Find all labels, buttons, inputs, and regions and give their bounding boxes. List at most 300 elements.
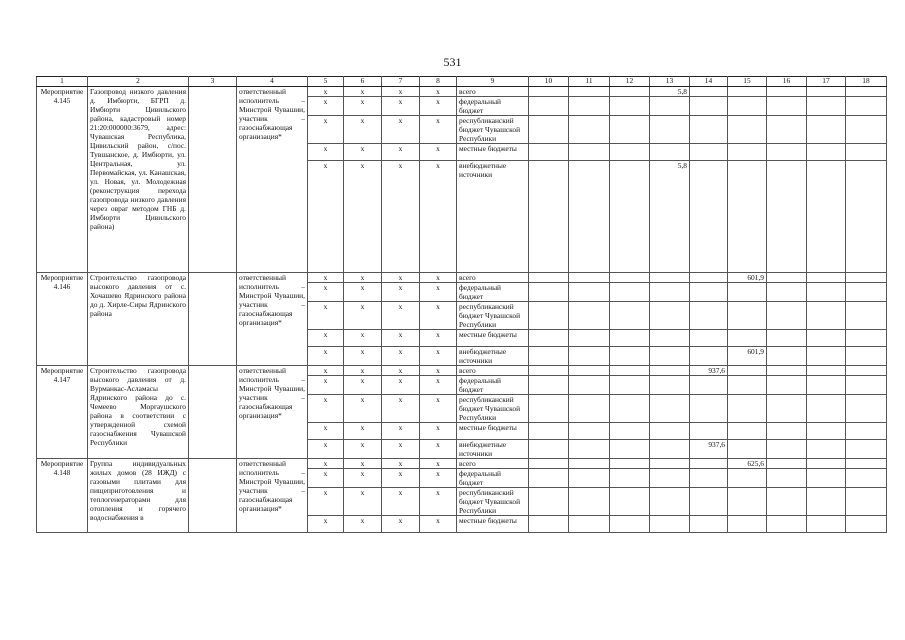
empty-cell <box>529 302 569 330</box>
empty-cell <box>690 116 728 144</box>
empty-cell <box>690 459 728 469</box>
empty-cell <box>846 161 887 273</box>
empty-cell <box>529 440 569 459</box>
x-mark: x <box>382 376 420 395</box>
x-mark: x <box>344 97 382 116</box>
empty-cell <box>569 469 610 488</box>
empty-cell <box>728 87 767 97</box>
empty-cell <box>846 488 887 516</box>
empty-cell <box>846 395 887 423</box>
x-mark: x <box>344 516 382 533</box>
x-mark: x <box>420 347 457 366</box>
funding-source: местные бюджеты <box>457 330 529 347</box>
x-mark: x <box>382 516 420 533</box>
empty-cell <box>728 440 767 459</box>
x-mark: x <box>420 459 457 469</box>
x-mark: x <box>382 330 420 347</box>
empty-cell <box>569 376 610 395</box>
empty-cell <box>846 273 887 283</box>
x-mark: x <box>344 144 382 161</box>
empty-cell <box>189 459 237 533</box>
x-mark: x <box>308 87 344 97</box>
funding-source: всего <box>457 459 529 469</box>
x-mark: x <box>344 395 382 423</box>
empty-cell <box>807 516 846 533</box>
amount-value: 5,8 <box>650 87 690 97</box>
x-mark: x <box>382 347 420 366</box>
empty-cell <box>529 97 569 116</box>
empty-cell <box>189 366 237 459</box>
x-mark: x <box>382 459 420 469</box>
empty-cell <box>690 273 728 283</box>
x-mark: x <box>344 273 382 283</box>
empty-cell <box>846 144 887 161</box>
program-table <box>36 76 887 533</box>
empty-cell <box>690 97 728 116</box>
empty-cell <box>728 97 767 116</box>
empty-cell <box>529 116 569 144</box>
amount-value: 937,6 <box>690 366 728 376</box>
x-mark: x <box>420 440 457 459</box>
empty-cell <box>569 161 610 273</box>
empty-cell <box>767 347 807 366</box>
empty-cell <box>767 459 807 469</box>
x-mark: x <box>382 116 420 144</box>
measure-name: Газопровод низкого давления д. Имбюрти, БГРП д. Имбюрти Цивильского района, кадастровый номер 21:20:000000:3679, адрес: Чувашская Республика, Цивильский район, с/пос. Тувшанское, д. Имбюрти, ул. Центральная, ул. Первомайская, ул. Канашская, ул. Новая, ул. Молодежная (реконструкция перехода газопровода низкого давления через овраг методом ГНБ д. Имбюрти Цивильского района) <box>88 87 189 273</box>
x-mark: x <box>344 302 382 330</box>
x-mark: x <box>308 116 344 144</box>
x-mark: x <box>382 488 420 516</box>
x-mark: x <box>382 423 420 440</box>
empty-cell <box>728 116 767 144</box>
empty-cell <box>569 347 610 366</box>
empty-cell <box>690 395 728 423</box>
empty-cell <box>728 516 767 533</box>
x-mark: x <box>308 366 344 376</box>
empty-cell <box>569 366 610 376</box>
funding-source: федеральный бюджет <box>457 469 529 488</box>
empty-cell <box>846 376 887 395</box>
empty-cell <box>807 440 846 459</box>
empty-cell <box>529 330 569 347</box>
x-mark: x <box>344 488 382 516</box>
empty-cell <box>529 87 569 97</box>
empty-cell <box>767 440 807 459</box>
table-body <box>37 87 887 533</box>
column-header: 16 <box>767 77 807 87</box>
empty-cell <box>846 87 887 97</box>
x-mark: x <box>420 423 457 440</box>
column-header: 2 <box>88 77 189 87</box>
empty-cell <box>650 116 690 144</box>
empty-cell <box>529 347 569 366</box>
measure-id: Мероприятие 4.146 <box>37 273 88 366</box>
empty-cell <box>529 161 569 273</box>
x-mark: x <box>420 330 457 347</box>
empty-cell <box>650 97 690 116</box>
empty-cell <box>610 116 650 144</box>
x-mark: x <box>382 144 420 161</box>
empty-cell <box>690 161 728 273</box>
empty-cell <box>690 302 728 330</box>
empty-cell <box>569 273 610 283</box>
empty-cell <box>610 469 650 488</box>
empty-cell <box>610 488 650 516</box>
empty-cell <box>846 97 887 116</box>
empty-cell <box>650 273 690 283</box>
x-mark: x <box>308 459 344 469</box>
funding-source: всего <box>457 366 529 376</box>
empty-cell <box>807 395 846 423</box>
empty-cell <box>767 488 807 516</box>
empty-cell <box>610 87 650 97</box>
x-mark: x <box>420 273 457 283</box>
x-mark: x <box>382 87 420 97</box>
empty-cell <box>728 161 767 273</box>
empty-cell <box>569 330 610 347</box>
x-mark: x <box>420 144 457 161</box>
x-mark: x <box>420 488 457 516</box>
empty-cell <box>767 395 807 423</box>
empty-cell <box>807 273 846 283</box>
empty-cell <box>569 516 610 533</box>
empty-cell <box>610 97 650 116</box>
empty-cell <box>846 347 887 366</box>
funding-source: всего <box>457 273 529 283</box>
empty-cell <box>569 302 610 330</box>
empty-cell <box>690 488 728 516</box>
empty-cell <box>846 330 887 347</box>
x-mark: x <box>420 97 457 116</box>
x-mark: x <box>420 516 457 533</box>
x-mark: x <box>382 366 420 376</box>
funding-source: федеральный бюджет <box>457 376 529 395</box>
empty-cell <box>846 469 887 488</box>
x-mark: x <box>382 161 420 273</box>
column-header: 15 <box>728 77 767 87</box>
responsible-executor: ответственный исполнитель – Минстрой Чувашии, участник – газоснабжающая организация* <box>237 87 308 273</box>
measure-name: Группа индивидуальных жилых домов (28 ИЖД) с газовыми плитами для пищеприготовления и теплогенераторами для отопления и горячего водоснабжения в <box>88 459 189 533</box>
empty-cell <box>690 283 728 302</box>
x-mark: x <box>382 273 420 283</box>
empty-cell <box>610 302 650 330</box>
column-header: 13 <box>650 77 690 87</box>
x-mark: x <box>344 469 382 488</box>
x-mark: x <box>420 366 457 376</box>
empty-cell <box>728 302 767 330</box>
empty-cell <box>846 283 887 302</box>
empty-cell <box>690 516 728 533</box>
x-mark: x <box>344 459 382 469</box>
x-mark: x <box>344 161 382 273</box>
empty-cell <box>807 459 846 469</box>
empty-cell <box>767 302 807 330</box>
empty-cell <box>610 347 650 366</box>
x-mark: x <box>420 87 457 97</box>
column-header: 8 <box>420 77 457 87</box>
responsible-executor: ответственный исполнитель – Минстрой Чувашии, участник – газоснабжающая организация* <box>237 459 308 533</box>
empty-cell <box>569 488 610 516</box>
x-mark: x <box>308 97 344 116</box>
empty-cell <box>807 144 846 161</box>
empty-cell <box>690 144 728 161</box>
empty-cell <box>767 273 807 283</box>
x-mark: x <box>308 144 344 161</box>
empty-cell <box>846 423 887 440</box>
x-mark: x <box>344 347 382 366</box>
empty-cell <box>728 376 767 395</box>
empty-cell <box>807 116 846 144</box>
empty-cell <box>767 116 807 144</box>
x-mark: x <box>308 488 344 516</box>
empty-cell <box>767 97 807 116</box>
funding-source: республиканский бюджет Чувашской Республики <box>457 395 529 423</box>
column-header: 6 <box>344 77 382 87</box>
empty-cell <box>650 366 690 376</box>
empty-cell <box>610 330 650 347</box>
empty-cell <box>690 87 728 97</box>
funding-source: внебюджетные источники <box>457 440 529 459</box>
responsible-executor: ответственный исполнитель – Минстрой Чувашии, участник – газоснабжающая организация* <box>237 366 308 459</box>
empty-cell <box>610 161 650 273</box>
measure-name: Строительство газопровода высокого давления от д. Вурманкас-Асламасы Ядринского района до с. Чемеево Моргаушского района в соответствии с утвержденной схемой газоснабжения Чувашской Республики <box>88 366 189 459</box>
empty-cell <box>690 423 728 440</box>
empty-cell <box>529 144 569 161</box>
funding-source: республиканский бюджет Чувашской Республики <box>457 302 529 330</box>
x-mark: x <box>308 469 344 488</box>
empty-cell <box>846 440 887 459</box>
empty-cell <box>569 423 610 440</box>
x-mark: x <box>308 440 344 459</box>
column-header: 3 <box>189 77 237 87</box>
empty-cell <box>529 395 569 423</box>
x-mark: x <box>420 376 457 395</box>
empty-cell <box>728 330 767 347</box>
empty-cell <box>807 161 846 273</box>
measure-name: Строительство газопровода высокого давления от с. Хочашево Ядринского района до д. Хирле-Сиры Ядринского района <box>88 273 189 366</box>
funding-source: федеральный бюджет <box>457 283 529 302</box>
table-row <box>37 459 887 469</box>
x-mark: x <box>420 469 457 488</box>
empty-cell <box>529 273 569 283</box>
x-mark: x <box>344 330 382 347</box>
table-row <box>37 87 887 97</box>
empty-cell <box>807 87 846 97</box>
empty-cell <box>610 459 650 469</box>
x-mark: x <box>308 330 344 347</box>
x-mark: x <box>344 376 382 395</box>
measure-id: Мероприятие 4.148 <box>37 459 88 533</box>
empty-cell <box>807 302 846 330</box>
empty-cell <box>650 302 690 330</box>
x-mark: x <box>382 302 420 330</box>
empty-cell <box>529 283 569 302</box>
x-mark: x <box>344 116 382 144</box>
table-row <box>37 273 887 283</box>
amount-value: 601,9 <box>728 273 767 283</box>
empty-cell <box>846 366 887 376</box>
funding-source: республиканский бюджет Чувашской Республики <box>457 488 529 516</box>
empty-cell <box>807 97 846 116</box>
empty-cell <box>569 459 610 469</box>
empty-cell <box>650 395 690 423</box>
empty-cell <box>690 347 728 366</box>
x-mark: x <box>420 161 457 273</box>
empty-cell <box>569 144 610 161</box>
empty-cell <box>807 488 846 516</box>
column-header: 7 <box>382 77 420 87</box>
responsible-executor: ответственный исполнитель – Минстрой Чувашии, участник – газоснабжающая организация* <box>237 273 308 366</box>
empty-cell <box>650 376 690 395</box>
empty-cell <box>767 283 807 302</box>
empty-cell <box>650 488 690 516</box>
x-mark: x <box>420 116 457 144</box>
x-mark: x <box>382 97 420 116</box>
empty-cell <box>807 347 846 366</box>
x-mark: x <box>382 283 420 302</box>
x-mark: x <box>382 395 420 423</box>
empty-cell <box>767 144 807 161</box>
x-mark: x <box>308 347 344 366</box>
funding-source: местные бюджеты <box>457 423 529 440</box>
empty-cell <box>767 161 807 273</box>
empty-cell <box>650 283 690 302</box>
empty-cell <box>807 366 846 376</box>
empty-cell <box>767 366 807 376</box>
x-mark: x <box>308 423 344 440</box>
empty-cell <box>529 459 569 469</box>
column-header: 14 <box>690 77 728 87</box>
amount-value: 5,8 <box>650 161 690 273</box>
empty-cell <box>529 488 569 516</box>
empty-cell <box>846 302 887 330</box>
empty-cell <box>650 330 690 347</box>
x-mark: x <box>308 273 344 283</box>
empty-cell <box>189 273 237 366</box>
x-mark: x <box>420 395 457 423</box>
empty-cell <box>569 116 610 144</box>
x-mark: x <box>308 376 344 395</box>
empty-cell <box>728 423 767 440</box>
x-mark: x <box>420 302 457 330</box>
x-mark: x <box>420 283 457 302</box>
empty-cell <box>610 516 650 533</box>
empty-cell <box>650 423 690 440</box>
empty-cell <box>610 376 650 395</box>
column-header: 4 <box>237 77 308 87</box>
column-header: 12 <box>610 77 650 87</box>
amount-value: 601,9 <box>728 347 767 366</box>
x-mark: x <box>344 366 382 376</box>
empty-cell <box>569 283 610 302</box>
empty-cell <box>650 516 690 533</box>
empty-cell <box>728 469 767 488</box>
funding-source: внебюджетные источники <box>457 161 529 273</box>
x-mark: x <box>382 469 420 488</box>
empty-cell <box>728 488 767 516</box>
empty-cell <box>767 330 807 347</box>
x-mark: x <box>308 516 344 533</box>
empty-cell <box>690 376 728 395</box>
x-mark: x <box>344 440 382 459</box>
column-header: 1 <box>37 77 88 87</box>
empty-cell <box>846 516 887 533</box>
empty-cell <box>807 283 846 302</box>
x-mark: x <box>308 283 344 302</box>
column-header: 18 <box>846 77 887 87</box>
funding-source: внебюджетные источники <box>457 347 529 366</box>
amount-value: 937,6 <box>690 440 728 459</box>
empty-cell <box>529 366 569 376</box>
empty-cell <box>767 516 807 533</box>
column-number-header <box>37 77 887 87</box>
column-header: 5 <box>308 77 344 87</box>
empty-cell <box>690 330 728 347</box>
empty-cell <box>189 87 237 273</box>
x-mark: x <box>344 283 382 302</box>
empty-cell <box>846 459 887 469</box>
x-mark: x <box>382 440 420 459</box>
measure-id: Мероприятие 4.145 <box>37 87 88 273</box>
empty-cell <box>610 395 650 423</box>
funding-source: всего <box>457 87 529 97</box>
empty-cell <box>610 283 650 302</box>
column-header: 17 <box>807 77 846 87</box>
empty-cell <box>728 283 767 302</box>
column-header: 11 <box>569 77 610 87</box>
amount-value: 625,6 <box>728 459 767 469</box>
empty-cell <box>610 366 650 376</box>
empty-cell <box>569 97 610 116</box>
empty-cell <box>650 144 690 161</box>
funding-source: местные бюджеты <box>457 516 529 533</box>
empty-cell <box>610 144 650 161</box>
empty-cell <box>650 347 690 366</box>
empty-cell <box>807 423 846 440</box>
x-mark: x <box>308 302 344 330</box>
page-number: 531 <box>443 55 462 69</box>
empty-cell <box>767 376 807 395</box>
funding-source: республиканский бюджет Чувашской Республики <box>457 116 529 144</box>
empty-cell <box>728 144 767 161</box>
x-mark: x <box>344 87 382 97</box>
empty-cell <box>569 87 610 97</box>
empty-cell <box>767 423 807 440</box>
x-mark: x <box>308 161 344 273</box>
empty-cell <box>610 423 650 440</box>
empty-cell <box>846 116 887 144</box>
empty-cell <box>728 395 767 423</box>
empty-cell <box>728 366 767 376</box>
empty-cell <box>610 273 650 283</box>
column-header: 10 <box>529 77 569 87</box>
x-mark: x <box>344 423 382 440</box>
table-row <box>37 366 887 376</box>
measure-id: Мероприятие 4.147 <box>37 366 88 459</box>
funding-source: федеральный бюджет <box>457 97 529 116</box>
x-mark: x <box>308 395 344 423</box>
funding-source: местные бюджеты <box>457 144 529 161</box>
empty-cell <box>569 395 610 423</box>
empty-cell <box>690 469 728 488</box>
empty-cell <box>529 516 569 533</box>
empty-cell <box>807 330 846 347</box>
empty-cell <box>767 87 807 97</box>
empty-cell <box>767 469 807 488</box>
column-header: 9 <box>457 77 529 87</box>
empty-cell <box>529 376 569 395</box>
empty-cell <box>529 469 569 488</box>
